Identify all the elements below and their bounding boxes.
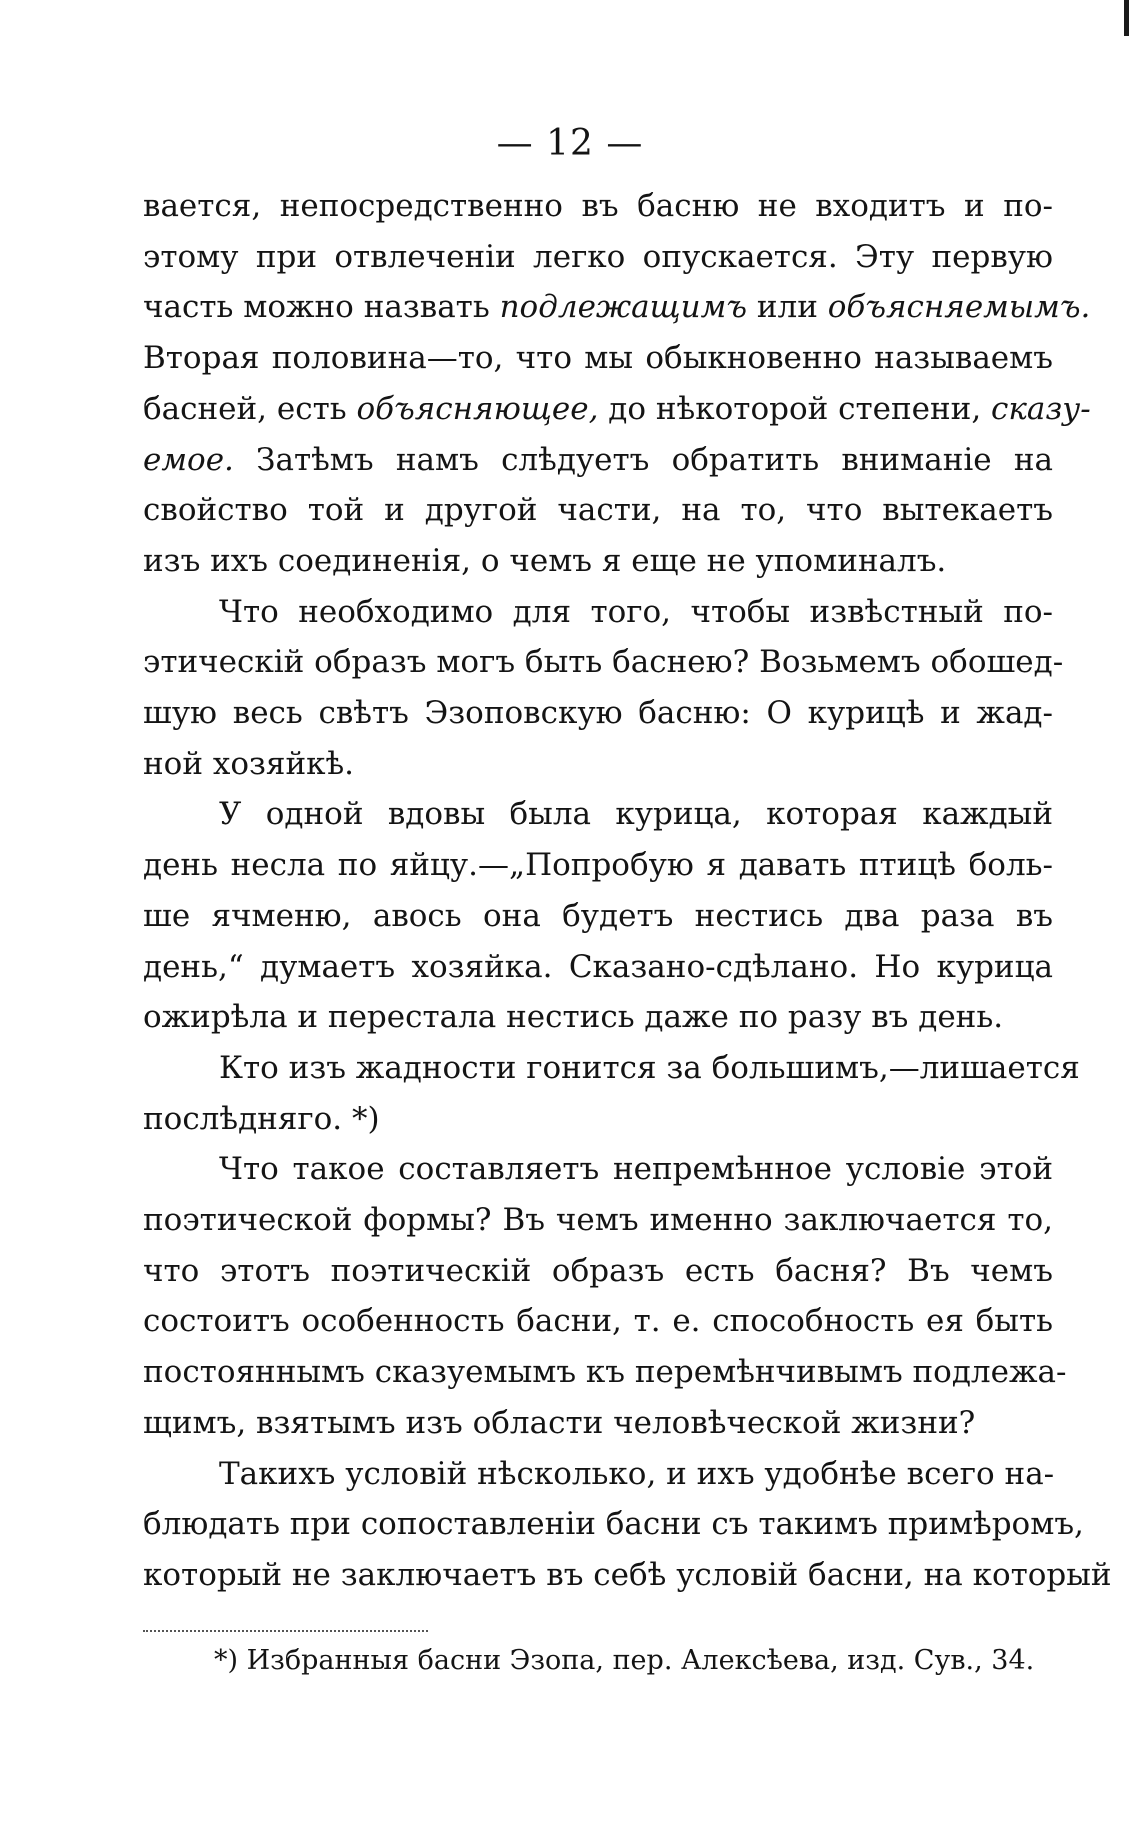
- text-line: [143, 181, 1053, 232]
- text-segment: этому при отвлеченіи легко опускается. Эту первую: [143, 238, 1053, 275]
- text-line: [143, 1246, 1053, 1297]
- text-segment: Затѣмъ намъ слѣдуетъ обратить вниманіе на: [233, 441, 1053, 478]
- italic-term: емое.: [143, 441, 234, 478]
- text-segment: Такихъ условій нѣсколько, и ихъ удобнѣе всего на-: [219, 1455, 1055, 1492]
- text-segment: вается, непосредственно въ басню не входитъ и по-: [143, 188, 1053, 224]
- text-line: [143, 587, 1053, 638]
- text-segment: послѣдняго. *): [143, 1100, 380, 1137]
- text-segment: басней, есть: [143, 390, 357, 427]
- text-line: [143, 688, 1053, 739]
- text-segment: Вторая половина—то, что мы обыкновенно называемъ: [143, 340, 1053, 377]
- text-segment: Что необходимо для того, чтобы извѣстный по-: [219, 593, 1053, 630]
- text-line: [143, 282, 1091, 333]
- text-segment: шую весь свѣтъ Эзоповскую басню: О курицѣ и жад-: [143, 695, 1053, 732]
- text-segment: щимъ, взятымъ изъ области человѣческой жизни?: [143, 1404, 976, 1441]
- text-line: [143, 1296, 1053, 1347]
- text-line: [143, 1499, 1084, 1550]
- text-segment: изъ ихъ соединенія, о чемъ я еще не упоминалъ.: [143, 542, 947, 579]
- text-line: [143, 384, 1091, 435]
- italic-term: объясняющее,: [356, 390, 599, 427]
- footnote-separator: [143, 1630, 428, 1632]
- text-line: [143, 1550, 1112, 1601]
- text-line: [143, 891, 1053, 942]
- page-edge-mark: [1124, 0, 1129, 36]
- text-segment: ожирѣла и перестала нестись даже по разу въ день.: [143, 999, 1004, 1036]
- text-segment: состоитъ особенность басни, т. е. способность ея быть: [143, 1303, 1053, 1340]
- text-line: [143, 942, 1053, 993]
- body-text: [143, 181, 1112, 1601]
- text-segment: этическій образъ могъ быть баснею? Возьмемъ обошед-: [143, 644, 1064, 681]
- text-segment: до нѣкоторой степени,: [598, 390, 992, 427]
- text-line: [143, 992, 1053, 1043]
- text-segment: блюдать при сопоставленіи басни съ такимъ примѣромъ,: [143, 1506, 1084, 1543]
- text-segment: постояннымъ сказуемымъ къ перемѣнчивымъ подлежа-: [143, 1354, 1067, 1391]
- text-segment: ше ячменю, авось она будетъ нестись два раза въ: [143, 897, 1053, 934]
- text-segment: Что такое составляетъ непремѣнное условіе этой: [219, 1151, 1053, 1188]
- text-segment: день,“ думаетъ хозяйка. Сказано-сдѣлано. Но курица: [143, 948, 1053, 985]
- footnote: *) Избранныя басни Эзопа, пер. Алексѣева, изд. Сув., 34.: [214, 1645, 1035, 1676]
- text-segment: что этотъ поэтическій образъ есть басня? Въ чемъ: [143, 1252, 1053, 1289]
- text-line: [143, 485, 1053, 536]
- text-line: [143, 1449, 1053, 1500]
- text-line: [143, 1347, 1067, 1398]
- text-line: [143, 232, 1053, 283]
- italic-term: подлежащимъ: [499, 289, 748, 326]
- text-line: [143, 333, 1053, 384]
- italic-term: сказу-: [991, 390, 1091, 427]
- text-line: [143, 1144, 1053, 1195]
- text-segment: поэтической формы? Въ чемъ именно заключается то,: [143, 1202, 1053, 1239]
- text-line: [143, 1043, 1080, 1094]
- text-line: [143, 840, 1053, 891]
- text-line: [143, 1195, 1053, 1246]
- text-segment: который не заключаетъ въ себѣ условій басни, на который: [143, 1556, 1112, 1593]
- italic-term: объясняемымъ.: [827, 289, 1091, 326]
- page-number: — 12 —: [496, 123, 644, 164]
- text-segment: часть можно назвать: [143, 289, 500, 326]
- text-segment: ной хозяйкѣ.: [143, 745, 355, 782]
- text-line: [143, 1398, 1053, 1449]
- text-line: [143, 789, 1053, 840]
- text-line: [143, 536, 1053, 587]
- text-segment: свойство той и другой части, на то, что вытекаетъ: [143, 492, 1053, 529]
- text-line: [143, 637, 1064, 688]
- text-line: [143, 739, 1053, 790]
- text-segment: У одной вдовы была курица, которая каждый: [219, 796, 1053, 833]
- text-line: [143, 435, 1053, 486]
- text-segment: Кто изъ жадности гонится за большимъ,—лишается: [219, 1049, 1080, 1086]
- text-segment: день несла по яйцу.—„Попробую я давать птицѣ боль-: [143, 847, 1053, 884]
- text-line: [143, 1094, 1053, 1145]
- text-segment: или: [747, 289, 828, 326]
